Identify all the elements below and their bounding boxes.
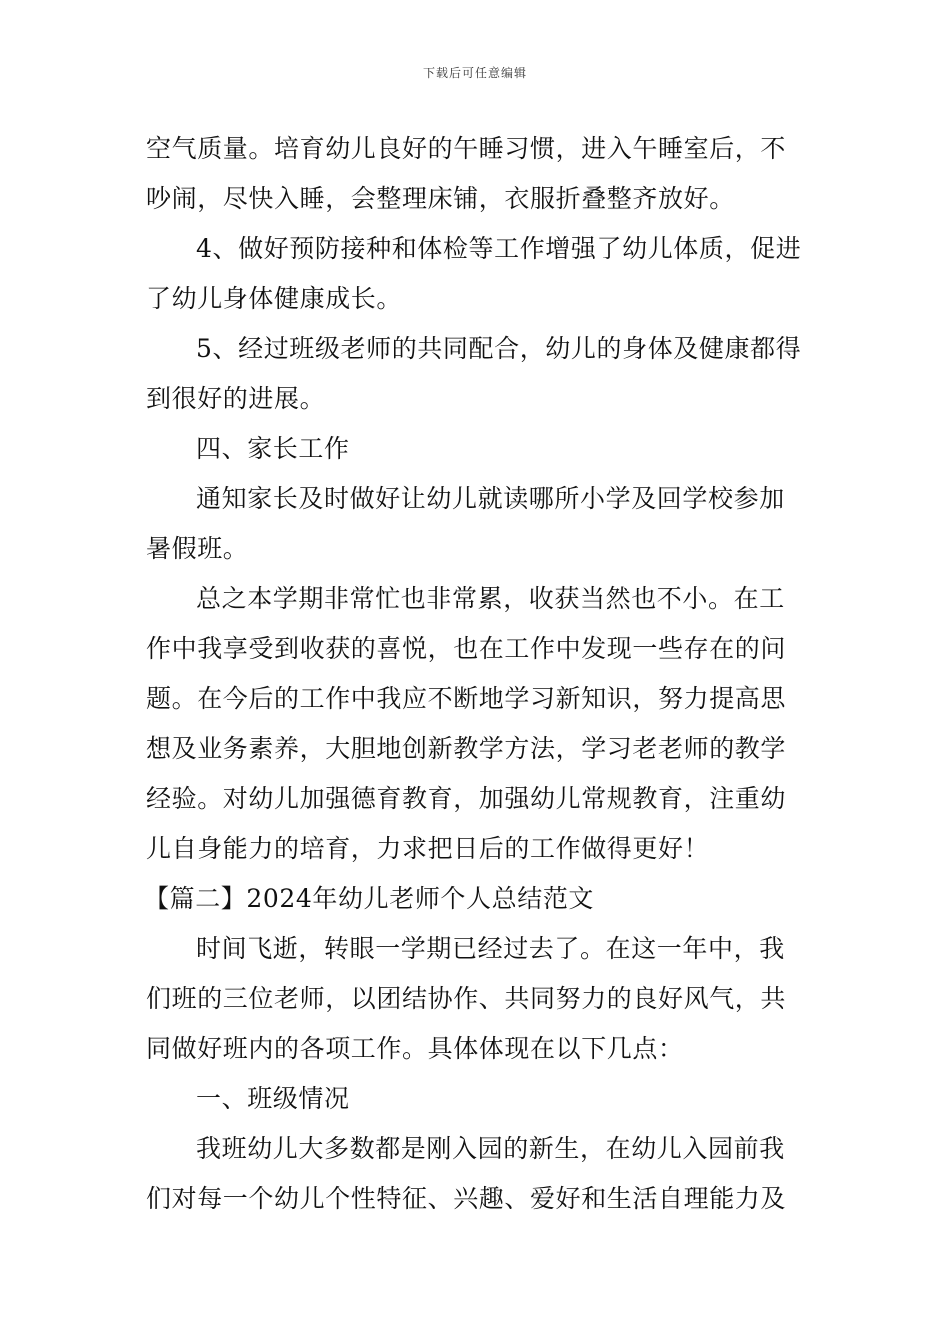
text-line-17: 时间飞逝，转眼一学期已经过去了。在这一年中，我 — [196, 934, 785, 963]
text-line-11: 作中我享受到收获的喜悦，也在工作中发现一些存在的问 — [146, 634, 787, 663]
page-header-note: 下载后可任意编辑 — [422, 66, 527, 80]
text-line-1: 空气质量。培育幼儿良好的午睡习惯，进入午睡室后，不 — [146, 134, 787, 163]
text-line-15: 儿自身能力的培育，力求把日后的工作做得更好！ — [146, 834, 710, 863]
text-line-6: 到很好的进展。 — [146, 384, 326, 413]
text-line-13: 想及业务素养，大胆地创新教学方法，学习老老师的教学 — [146, 734, 787, 763]
text-line-21: 我班幼儿大多数都是刚入园的新生，在幼儿入园前我 — [196, 1134, 785, 1163]
text-line-18: 们班的三位老师，以团结协作、共同努力的良好风气，共 — [146, 984, 787, 1013]
text-line-19: 同做好班内的各项工作。具体体现在以下几点： — [146, 1034, 684, 1063]
text-line-22: 们对每一个幼儿个性特征、兴趣、爱好和生活自理能力及 — [146, 1184, 787, 1213]
document-body — [146, 124, 810, 1224]
text-line-5: 5、经过班级老师的共同配合，幼儿的身体及健康都得 — [196, 334, 802, 363]
text-line-2: 吵闹，尽快入睡，会整理床铺，衣服折叠整齐放好。 — [146, 184, 735, 213]
text-line-9: 暑假班。 — [146, 534, 249, 563]
section-heading-class-status: 一、班级情况 — [196, 1084, 350, 1113]
text-line-8: 通知家长及时做好让幼儿就读哪所小学及回学校参加 — [196, 484, 785, 513]
text-line-4: 了幼儿身体健康成长。 — [146, 284, 403, 313]
text-line-3: 4、做好预防接种和体检等工作增强了幼儿体质，促进 — [196, 234, 802, 263]
text-line-12: 题。在今后的工作中我应不断地学习新知识，努力提高思 — [146, 684, 787, 713]
text-line-10: 总之本学期非常忙也非常累，收获当然也不小。在工 — [196, 584, 785, 613]
text-line-14: 经验。对幼儿加强德育教育，加强幼儿常规教育，注重幼 — [146, 784, 787, 813]
article-title-part-two: 【篇二】2024年幼儿老师个人总结范文 — [144, 884, 595, 913]
section-heading-parent-work: 四、家长工作 — [196, 434, 350, 463]
